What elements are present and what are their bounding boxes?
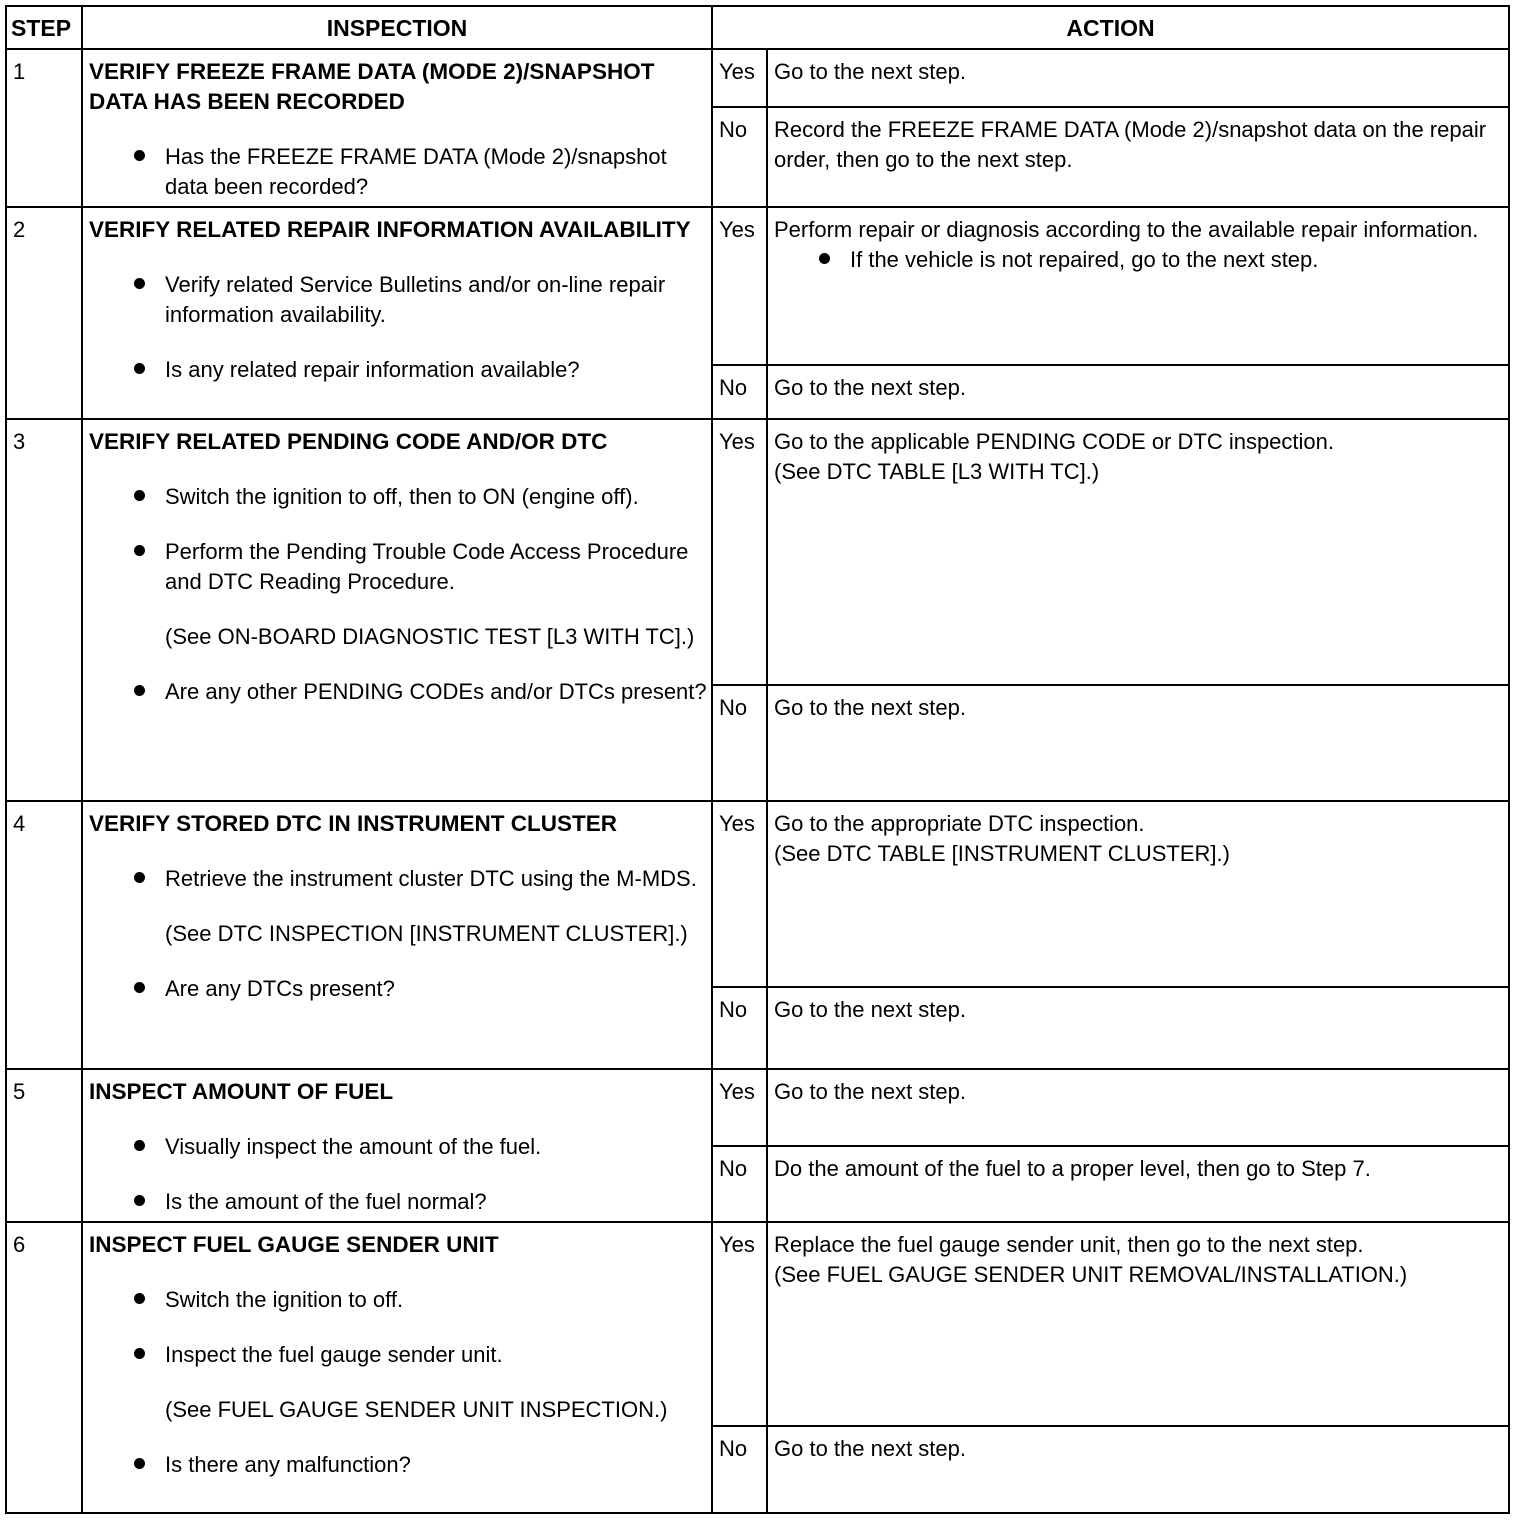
inspection-cell <box>82 419 712 801</box>
inspection-bullet: Are any DTCs present? <box>89 974 707 1004</box>
step-number: 6 <box>6 1222 82 1513</box>
step-5-yes-row <box>6 1069 1509 1146</box>
yes-label: Yes <box>712 49 767 107</box>
action-text: Do the amount of the fuel to a proper level, then go to Step 7. <box>774 1155 1371 1181</box>
inspection-bullet: Visually inspect the amount of the fuel. <box>89 1132 707 1162</box>
action-bullet: If the vehicle is not repaired, go to the next step. <box>774 245 1504 275</box>
header-inspection: INSPECTION <box>82 6 712 49</box>
action-cell <box>767 987 1509 1069</box>
inspection-title: INSPECT FUEL GAUGE SENDER UNIT <box>89 1232 499 1257</box>
action-cell <box>767 685 1509 801</box>
inspection-title: VERIFY FREEZE FRAME DATA (MODE 2)/SNAPSHOT DATA HAS BEEN RECORDED <box>89 59 655 114</box>
step-4-yes-row <box>6 801 1509 987</box>
action-text: Go to the next step. <box>774 695 967 720</box>
yes-label: Yes <box>712 1222 767 1426</box>
action-cell <box>767 1069 1509 1146</box>
action-text: Go to the appropriate DTC inspection. <box>774 811 1145 836</box>
inspection-bullet: Has the FREEZE FRAME DATA (Mode 2)/snapshot data been recorded? <box>89 142 707 202</box>
inspection-bullet: Switch the ignition to off. <box>89 1285 707 1315</box>
yes-label: Yes <box>712 419 767 685</box>
header-step: STEP <box>6 6 82 49</box>
header-action: ACTION <box>712 6 1509 49</box>
inspection-bullet: Switch the ignition to off, then to ON (engine off). <box>89 482 707 512</box>
action-text: Perform repair or diagnosis according to the available repair information. <box>774 217 1479 242</box>
step-2-yes-row <box>6 207 1509 365</box>
yes-label: Yes <box>712 801 767 987</box>
action-text: Replace the fuel gauge sender unit, then go to the next step. <box>774 1232 1364 1257</box>
action-cell <box>767 801 1509 987</box>
action-reference: (See DTC TABLE [INSTRUMENT CLUSTER].) <box>774 841 1230 866</box>
no-label: No <box>712 365 767 419</box>
step-6-yes-row <box>6 1222 1509 1426</box>
inspection-bullet: Are any other PENDING CODEs and/or DTCs present? <box>89 677 707 707</box>
inspection-bullet: Is any related repair information available? <box>89 355 707 385</box>
action-text: Record the FREEZE FRAME DATA (Mode 2)/snapshot data on the repair order, then go to the next step. <box>774 117 1487 172</box>
troubleshooting-table <box>5 5 1508 1513</box>
step-number: 3 <box>6 419 82 801</box>
inspection-bullet: Retrieve the instrument cluster DTC using the M-MDS. <box>89 864 707 894</box>
no-label: No <box>712 1426 767 1513</box>
diagnostic-procedure-table <box>5 5 1510 1514</box>
inspection-cell <box>82 1222 712 1513</box>
inspection-bullet: Inspect the fuel gauge sender unit. <box>89 1340 707 1370</box>
header-row <box>6 6 1509 49</box>
no-label: No <box>712 685 767 801</box>
inspection-cell <box>82 1069 712 1222</box>
step-number: 2 <box>6 207 82 419</box>
inspection-bullet: Is the amount of the fuel normal? <box>89 1187 707 1217</box>
inspection-cell <box>82 49 712 207</box>
action-reference: (See FUEL GAUGE SENDER UNIT REMOVAL/INSTALLATION.) <box>774 1262 1408 1287</box>
inspection-bullet: Is there any malfunction? <box>89 1450 707 1480</box>
step-1-yes-row <box>6 49 1509 107</box>
inspection-title: VERIFY RELATED REPAIR INFORMATION AVAILABILITY <box>89 217 691 242</box>
action-cell <box>767 365 1509 419</box>
action-cell <box>767 207 1509 365</box>
action-cell <box>767 1222 1509 1426</box>
action-cell <box>767 1146 1509 1223</box>
step-number: 4 <box>6 801 82 1069</box>
inspection-bullet: Perform the Pending Trouble Code Access Procedure and DTC Reading Procedure. <box>89 537 707 597</box>
action-text: Go to the next step. <box>774 375 967 400</box>
inspection-title: VERIFY STORED DTC IN INSTRUMENT CLUSTER <box>89 811 617 836</box>
action-cell <box>767 1426 1509 1513</box>
yes-label: Yes <box>712 207 767 365</box>
action-cell <box>767 49 1509 107</box>
action-cell <box>767 107 1509 207</box>
action-reference: (See DTC TABLE [L3 WITH TC].) <box>774 459 1100 484</box>
action-text: Go to the next step. <box>774 997 967 1022</box>
action-text: Go to the next step. <box>774 1436 967 1461</box>
inspection-cell <box>82 207 712 419</box>
inspection-cell <box>82 801 712 1069</box>
action-cell <box>767 419 1509 685</box>
action-text: Go to the applicable PENDING CODE or DTC inspection. <box>774 429 1335 454</box>
yes-label: Yes <box>712 1069 767 1146</box>
step-number: 1 <box>6 49 82 207</box>
step-number: 5 <box>6 1069 82 1222</box>
action-text: Go to the next step. <box>774 59 967 84</box>
inspection-reference: (See FUEL GAUGE SENDER UNIT INSPECTION.) <box>165 1397 668 1422</box>
inspection-reference: (See ON-BOARD DIAGNOSTIC TEST [L3 WITH TC].) <box>165 624 695 649</box>
action-text: Go to the next step. <box>774 1079 967 1104</box>
inspection-title: VERIFY RELATED PENDING CODE AND/OR DTC <box>89 429 608 454</box>
no-label: No <box>712 1146 767 1223</box>
no-label: No <box>712 987 767 1069</box>
inspection-reference: (See DTC INSPECTION [INSTRUMENT CLUSTER].) <box>165 921 688 946</box>
inspection-title: INSPECT AMOUNT OF FUEL <box>89 1079 394 1104</box>
step-3-yes-row <box>6 419 1509 685</box>
inspection-bullet: Verify related Service Bulletins and/or on-line repair information availability. <box>89 270 707 330</box>
no-label: No <box>712 107 767 207</box>
